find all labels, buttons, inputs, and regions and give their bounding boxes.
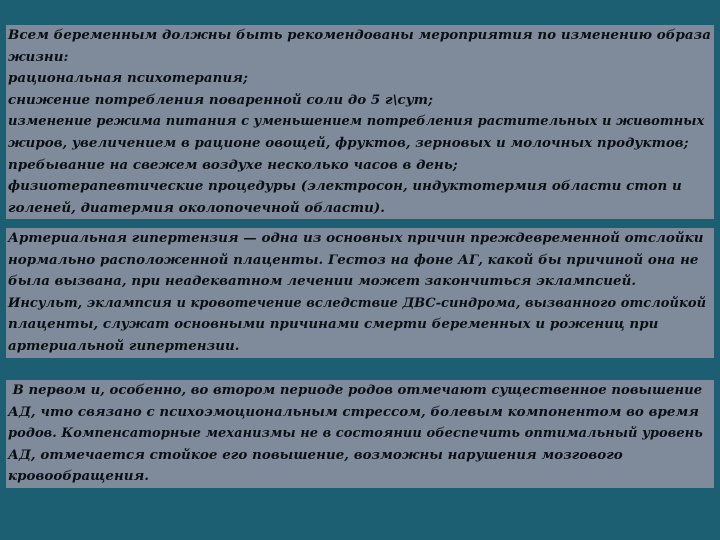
text-line: Артериальная гипертензия — одна из основных причин преждевременной отслойки xyxy=(8,230,704,246)
text-line: Всем беременным должны быть рекомендованы мероприятия по изменению образа xyxy=(8,27,711,43)
text-line: изменение режима питания с уменьшением потребления растительных и животных xyxy=(8,114,705,130)
text-line: плаценты, служат основными причинами смерти беременных и рожениц при xyxy=(8,316,659,333)
text-block-labor-blood-pressure xyxy=(6,380,714,488)
text-line: кровообращения. xyxy=(8,468,149,485)
text-line: была вызвана, при неадекватном лечении может закончиться эклампсией. xyxy=(8,273,637,290)
text-line: пребывание на свежем воздухе несколько часов в день; xyxy=(8,156,458,173)
text-block-lifestyle-recommendations xyxy=(6,25,714,219)
text-line: голеней, диатермия околопочечной области). xyxy=(8,199,385,216)
text-line: жиров, увеличением в рационе овощей, фруктов, зерновых и молочных продуктов; xyxy=(8,134,689,151)
text-line: нормально расположенной плаценты. Гестоз на фоне АГ, какой бы причиной она не xyxy=(8,251,699,268)
text-line: АД, что связано с психоэмоциональным стрессом, болевым компонентом во время xyxy=(8,403,699,420)
text-line: жизни: xyxy=(8,48,69,65)
text-line: АД, отмечается стойкое его повышение, возможны нарушения мозгового xyxy=(8,446,623,463)
text-line: артериальной гипертензии. xyxy=(8,337,240,354)
text-line: родов. Компенсаторные механизмы не в состоянии обеспечить оптимальный уровень xyxy=(8,426,703,442)
text-line: рациональная психотерапия; xyxy=(8,70,248,87)
text-line: Инсульт, эклампсия и кровотечение вследствие ДВС-синдрома, вызванного отслойкой xyxy=(8,295,707,311)
text-line: снижение потребления поваренной соли до 5 г\сут; xyxy=(8,91,433,108)
text-line: В первом и, особенно, во втором периоде родов отмечают существенное повышение xyxy=(8,383,703,398)
text-block-hypertension-risks xyxy=(6,228,714,358)
text-line: физиотерапевтические процедуры (электросон, индуктотермия области стоп и xyxy=(8,178,682,195)
